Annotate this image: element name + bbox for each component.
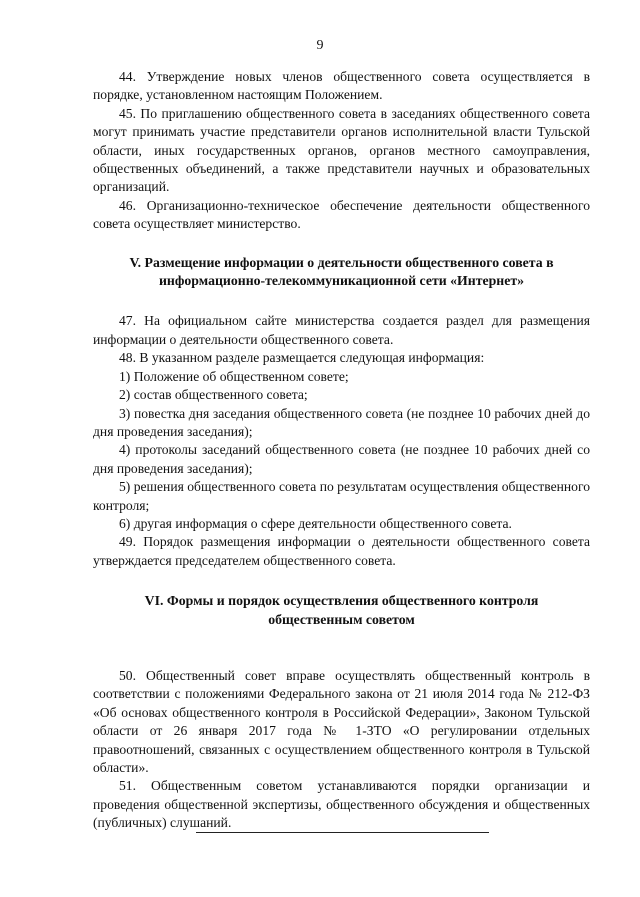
paragraph-47: 47. На официальном сайте министерства создается раздел для размещения информации о деятельности общественного совета. bbox=[93, 313, 590, 347]
paragraph-46: 46. Организационно-техническое обеспечение деятельности общественного совета осуществляет министерство. bbox=[93, 197, 590, 232]
spacer bbox=[93, 570, 590, 592]
paragraph-48: 48. В указанном разделе размещается следующая информация: bbox=[119, 350, 485, 366]
list-item-6: 6) другая информация о сфере деятельности общественного совета. bbox=[119, 515, 512, 531]
paragraph-44: 44. Утверждение новых членов общественного совета осуществляется в порядке, установленном настоящим Положением. bbox=[93, 69, 590, 103]
section-vi-heading bbox=[93, 592, 590, 629]
paragraph-50: 50. Общественный совет вправе осуществлять общественный контроль в соответствии с положениями Федерального закона от 21 июля 2014 года № 212-ФЗ «Об основах общественного контроля в Российской Федерации», Законом Тульской области от 26 января 2017 года № 1-ЗТО «О регулировании отдельных правоотношений, связанных с осуществлением общественного контроля в Тульской области». bbox=[93, 667, 590, 775]
list-item-3: 3) повестка дня заседания общественного совета (не позднее 10 рабочих дней до дня проведения заседания); bbox=[93, 405, 590, 439]
list-item-4: 4) протоколы заседаний общественного совета (не позднее 10 рабочих дней со дня проведения заседания); bbox=[93, 442, 590, 476]
section-vi-heading-line2: общественным советом bbox=[268, 611, 415, 627]
paragraph-45: 45. По приглашению общественного совета в заседаниях общественного совета могут принимать участие представители органов исполнительной власти Тульской области, иных государственных органов, органов местного самоуправления, общественных объединений, а также представители научных и образовательных организаций. bbox=[93, 105, 590, 195]
closing-rule bbox=[196, 832, 489, 833]
spacer bbox=[93, 234, 590, 254]
section-vi-heading-line1: VI. Формы и порядок осуществления общественного контроля bbox=[144, 593, 539, 609]
section-v-heading-line2: информационно-телекоммуникационной сети «Интернет» bbox=[158, 273, 525, 289]
spacer bbox=[93, 290, 590, 312]
list-item-2: 2) состав общественного совета; bbox=[119, 387, 308, 403]
paragraph-51: 51. Общественным советом устанавливаются порядки организации и проведения общественной экспертизы, общественного обсуждения и общественных (публичных) слушаний. bbox=[93, 778, 590, 831]
section-v-heading bbox=[93, 254, 590, 291]
section-v-heading-line1: V. Размещение информации о деятельности общественного совета в bbox=[129, 254, 554, 270]
document-body bbox=[93, 68, 590, 833]
list-item-1: 1) Положение об общественном совете; bbox=[119, 368, 349, 384]
paragraph-49: 49. Порядок размещения информации о деятельности общественного совета утверждается председателем общественного совета. bbox=[93, 534, 590, 568]
page-number: 9 bbox=[316, 38, 324, 53]
list-item-5: 5) решения общественного совета по результатам осуществления общественного контроля; bbox=[93, 479, 590, 513]
spacer bbox=[93, 629, 590, 667]
